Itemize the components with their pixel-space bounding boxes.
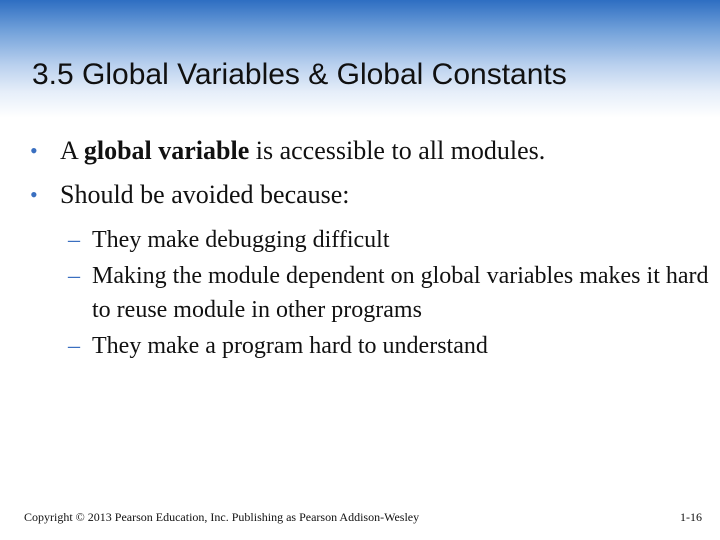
bullet-item: [30, 135, 710, 167]
slide-title: 3.5 Global Variables & Global Constants: [32, 58, 567, 91]
copyright-footer: Copyright © 2013 Pearson Education, Inc. Publishing as Pearson Addison-Wesley: [24, 510, 420, 524]
sub-bullet-item: [62, 329, 710, 363]
bullet-text-suffix: is accessible to all modules.: [249, 136, 546, 165]
sub-bullet-item: [62, 223, 710, 257]
sub-bullet-text: They make debugging difficult: [92, 227, 390, 253]
sub-bullet-text: They make a program hard to understand: [92, 333, 488, 359]
bullet-marker: •: [30, 138, 38, 163]
sub-bullet-marker: –: [68, 227, 80, 253]
bullet-text-prefix: A: [60, 136, 84, 165]
bullet-text-bold: global variable: [83, 136, 250, 165]
page-number: 1-16: [680, 510, 702, 524]
bullet-marker: •: [30, 182, 38, 207]
sub-bullet-item: [62, 259, 710, 327]
sub-bullet-text: Making the module dependent on global variables makes it hard to reuse module in other programs: [92, 263, 709, 323]
sub-bullet-list: [30, 223, 710, 363]
sub-bullet-marker: –: [68, 333, 80, 359]
bullet-text: Should be avoided because:: [60, 180, 350, 209]
bullet-list: [30, 135, 710, 363]
sub-bullet-marker: –: [68, 263, 80, 289]
bullet-item: [30, 179, 710, 211]
